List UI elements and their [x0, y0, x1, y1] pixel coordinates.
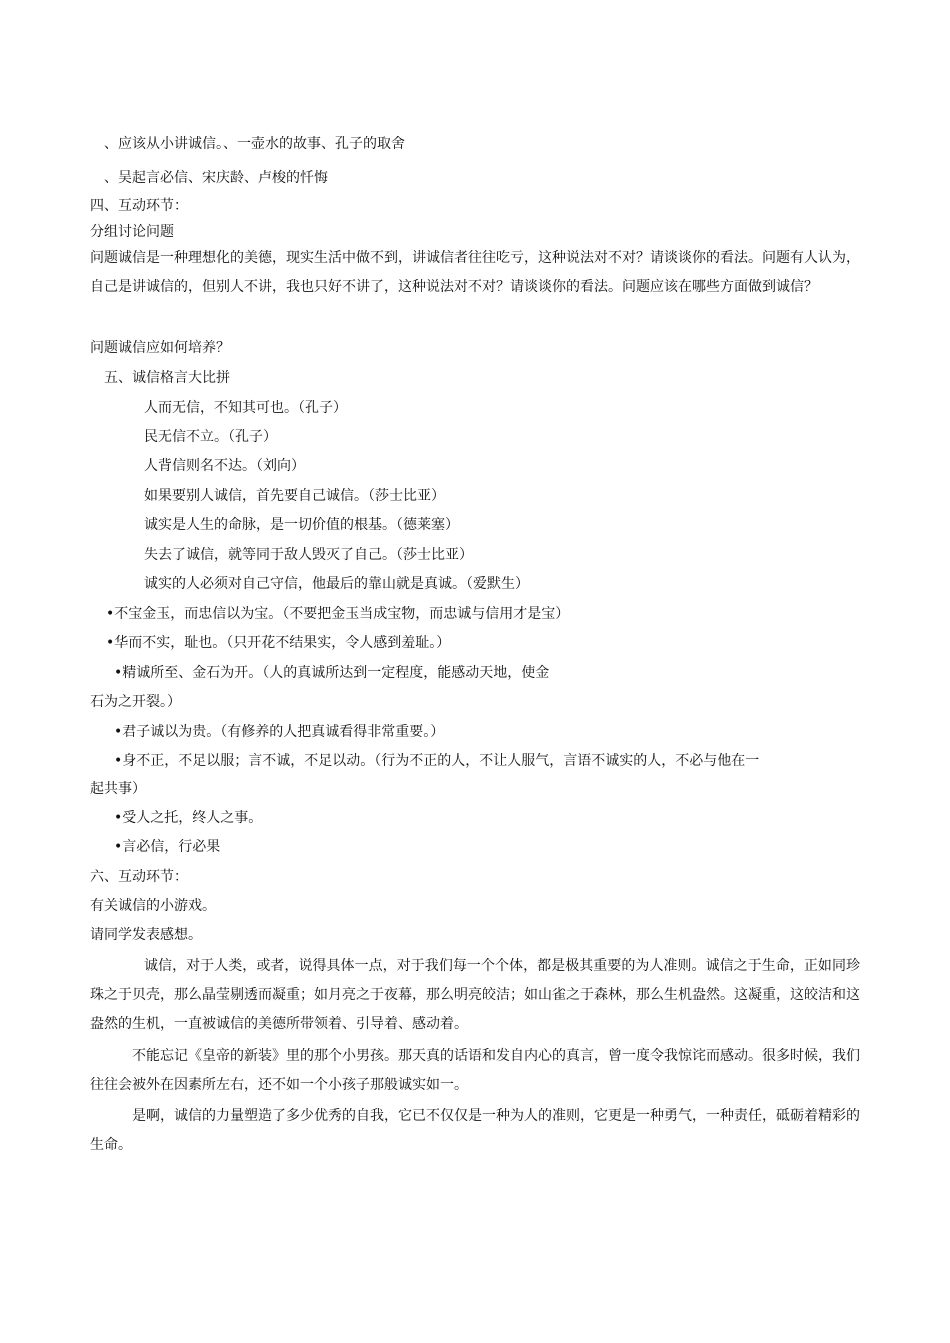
bullet-quote-3: •精诚所至、金石为开。（人的真诚所达到一定程度，能感动天地，使金: [114, 665, 550, 681]
bullet-quote-6: •受人之托，终人之事。: [114, 810, 263, 826]
section-6-line-1: 有关诚信的小游戏。: [90, 898, 216, 914]
essay-paragraph-1: 诚信，对于人类，或者，说得具体一点，对于我们每一个个体，都是极其重要的为人准则。诚信之于生命，正如同珍珠之于贝壳，那么晶莹剔透而凝重；如月亮之于夜幕，那么明亮皎洁；如山雀之于森林，那么生机盎然。这凝重，这皎洁和这盎然的生机，一直被诚信的美德所带领着、引导着、感动着。: [90, 958, 860, 1032]
bullet-quote-5: •身不正，不足以服；言不诚，不足以动。（行为不正的人，不让人服气，言语不诚实的人，不必与他在一: [114, 753, 760, 769]
discussion-question-3: 问题诚信应如何培养？: [90, 340, 230, 356]
quote-item: 诚实是人生的命脉，是一切价值的根基。（德莱塞）: [144, 517, 459, 533]
section-4-subtitle: 分组讨论问题: [90, 224, 174, 240]
quote-item: 如果要别人诚信，首先要自己诚信。（莎士比亚）: [144, 488, 445, 504]
bullet-quote-7: •言必信，行必果: [114, 839, 221, 855]
section-5-title: 五、诚信格言大比拼: [104, 370, 230, 386]
section-6-line-2: 请同学发表感想。: [90, 927, 202, 943]
quote-item: 失去了诚信，就等同于敌人毁灭了自己。（莎士比亚）: [144, 547, 473, 563]
bullet-quote-3-continued: 石为之开裂。）: [90, 694, 181, 710]
section-4-title: 四、互动环节：: [90, 198, 188, 214]
bullet-quote-2: •华而不实，耻也。（只开花不结果实，令人感到羞耻。）: [106, 635, 451, 651]
intro-line-1: 、应该从小讲诚信。、一壶水的故事、孔子的取舍: [104, 136, 405, 152]
essay-paragraph-3: 是啊，诚信的力量塑造了多少优秀的自我，它已不仅仅是一种为人的准则，它更是一种勇气，一种责任，砥砺着精彩的生命。: [90, 1108, 860, 1153]
essay-paragraph-2: 不能忘记《皇帝的新装》里的那个小男孩。那天真的话语和发自内心的真言，曾一度令我惊诧而感动。很多时候，我们往往会被外在因素所左右，还不如一个小孩子那般诚实如一。: [90, 1048, 860, 1093]
bullet-quote-4: •君子诚以为贵。（有修养的人把真诚看得非常重要。）: [114, 724, 445, 740]
quote-item: 人背信则名不达。（刘向）: [144, 458, 305, 474]
quote-item: 人而无信，不知其可也。（孔子）: [144, 400, 347, 416]
bullet-quote-5-continued: 起共事）: [90, 781, 146, 797]
quote-item: 民无信不立。（孔子）: [144, 429, 277, 445]
discussion-questions-paragraph: 问题诚信是一种理想化的美德，现实生活中做不到，讲诚信者往往吃亏，这种说法对不对？请谈谈你的看法。问题有人认为，自己是讲诚信的，但别人不讲，我也只好不讲了，这种说法对不对？请谈谈你的看法。问题应该在哪些方面做到诚信？: [90, 250, 860, 295]
section-6-title: 六、互动环节：: [90, 869, 188, 885]
bullet-quote-1: •不宝金玉，而忠信以为宝。（不要把金玉当成宝物，而忠诚与信用才是宝）: [106, 606, 570, 622]
quote-item: 诚实的人必须对自己守信，他最后的靠山就是真诚。（爱默生）: [144, 576, 529, 592]
intro-line-2: 、吴起言必信、宋庆龄、卢梭的忏悔: [104, 170, 328, 186]
